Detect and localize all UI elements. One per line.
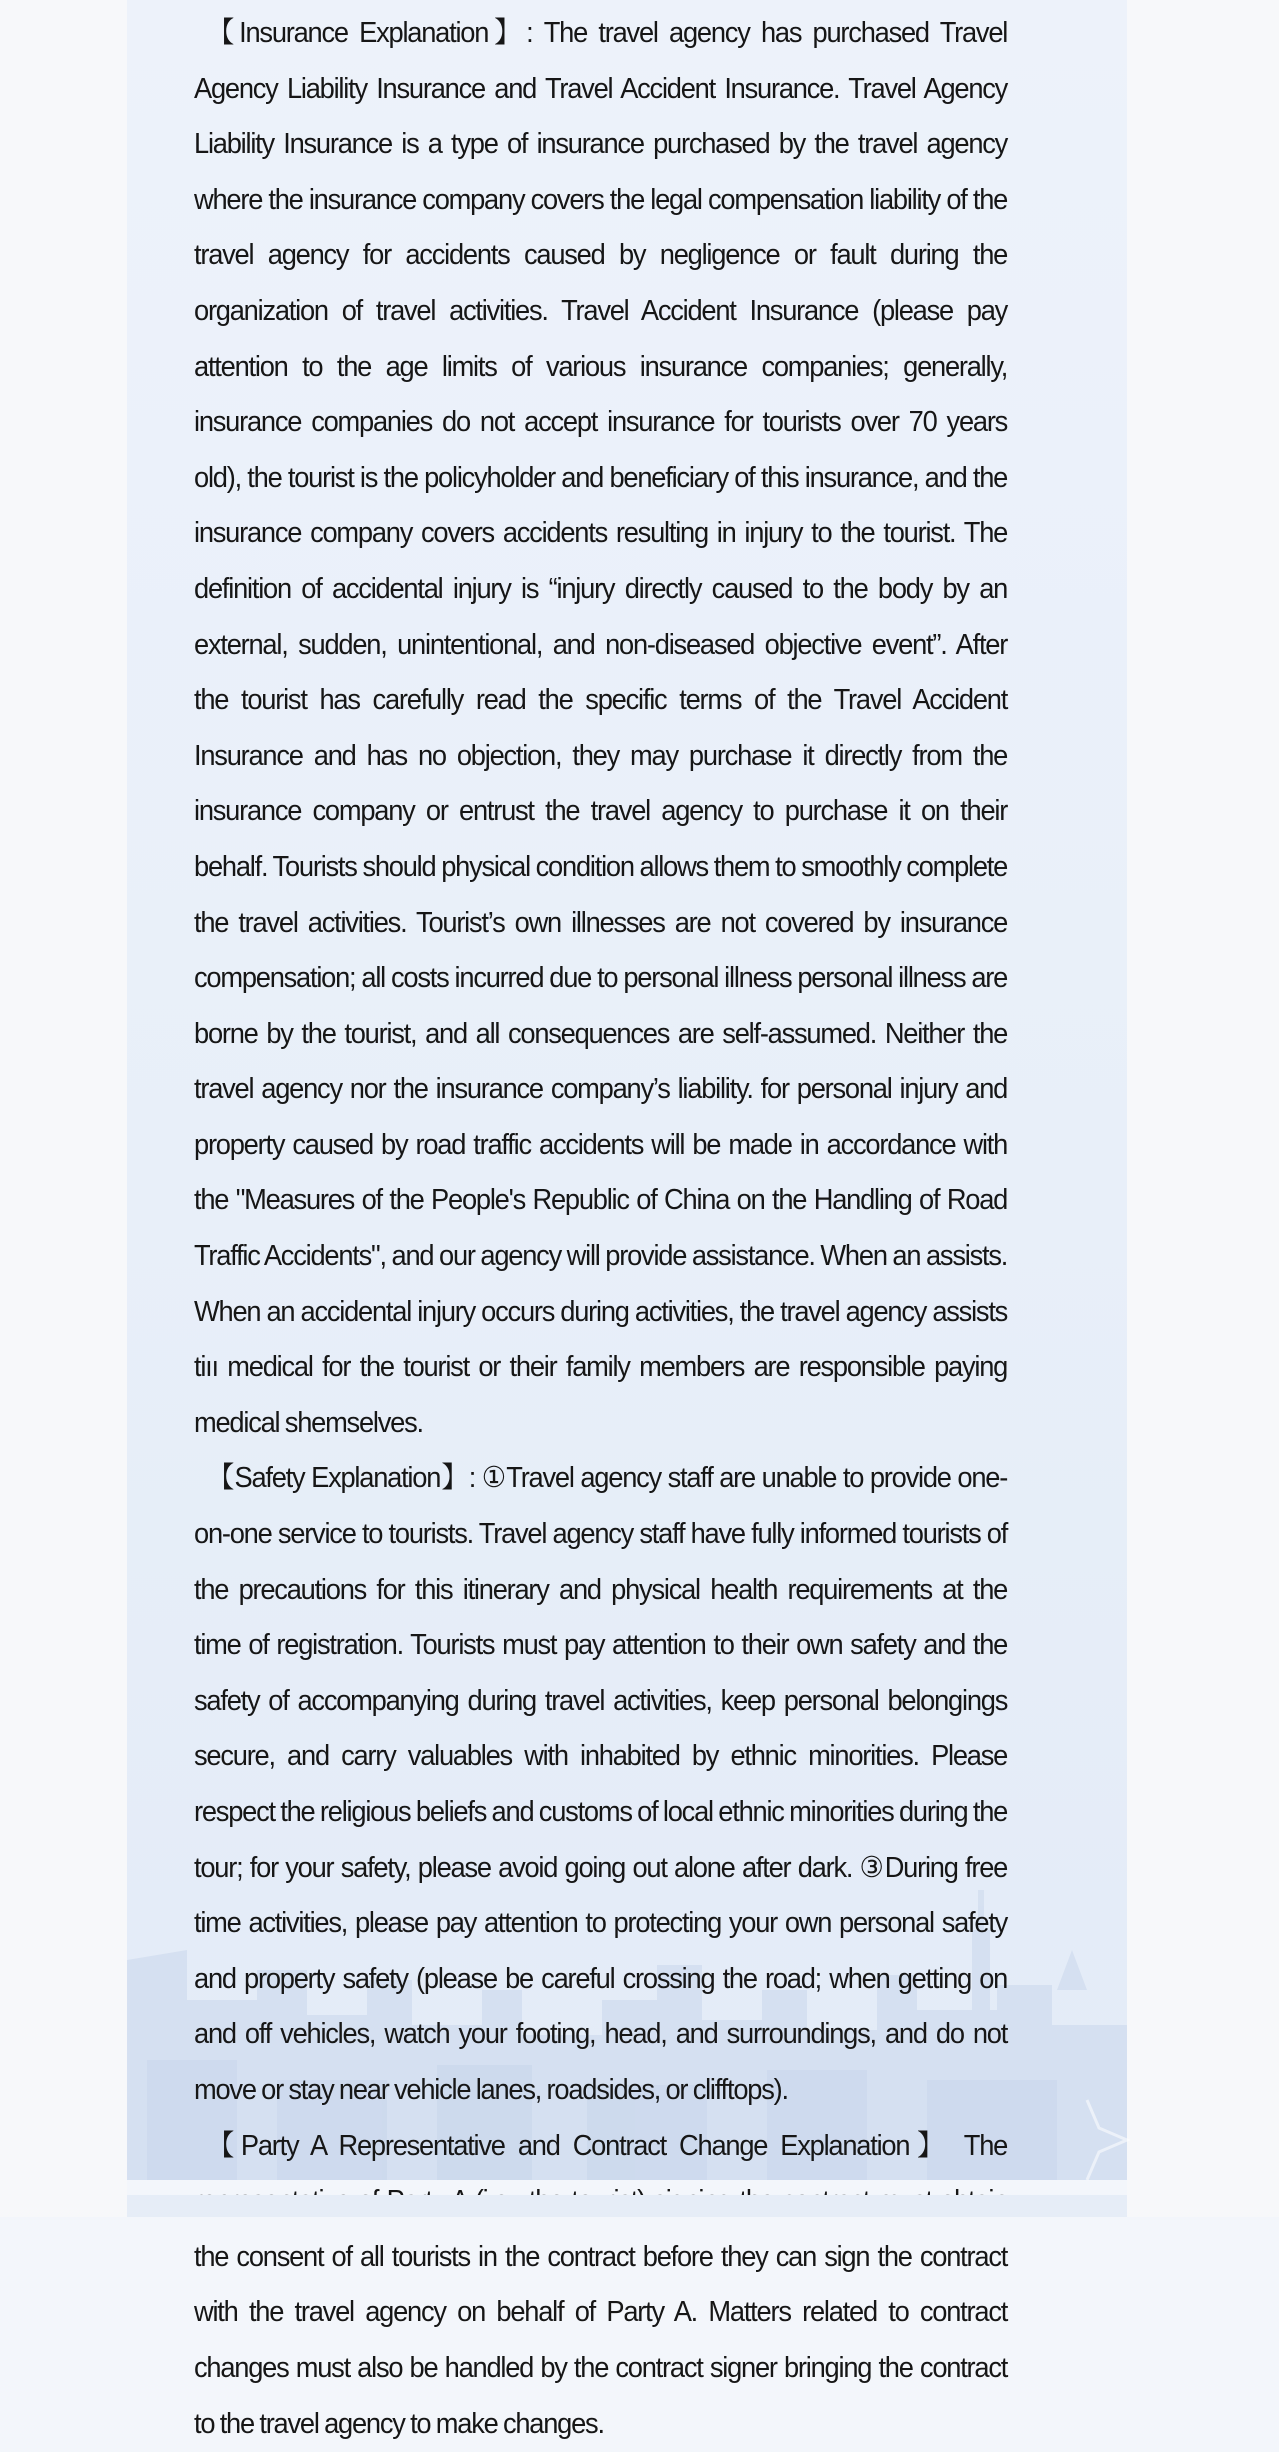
safety-paragraph bbox=[194, 1451, 1007, 2118]
insurance-paragraph bbox=[194, 6, 1007, 1451]
document-page bbox=[127, 0, 1127, 2440]
party-a-body: The the consent of all tourists in the contract before they can sign the contract with the travel agency on behalf of Party A. Matters related to contract changes must also be handled by the contract signer bringing the contract to the travel agency to make changes. bbox=[194, 2129, 1008, 2440]
insurance-heading: 【Insurance Explanation】 bbox=[207, 17, 527, 49]
insurance-body: : The travel agency has purchased Travel Agency Liability Insurance and Travel Accident Insurance. Travel Agency Liability Insurance is a type of insurance purchased by the travel agency where the insurance company covers the legal compensation liability of the travel agency for accidents caused by negligence or fault during the organization of travel activities. Travel Accident Insurance (please pay attention to the age limits of various insurance companies; generally, insurance companies do not accept insurance for tourists over 70 years old), the tourist is the policyholder and beneficiary of this insurance, and the insurance company covers accidents resulting in injury to the tourist. The definition of accidental injury is “injury directly caused to the body by an external, sudden, unintentional, and non-diseased objective event”. After the tourist has carefully read the specific terms of the Travel Accident Insurance and has no objection, they may purchase it directly from the insurance company or entrust the travel agency to purchase it on their behalf. Tourists should physical condition allows them to smoothly complete the travel activities. Tourist’s own illnesses are not covered by insurance compensation; all costs incurred due to personal illness personal illness are borne by the tourist, and all consequences are self-assumed. Neither the travel agency nor the insurance company’s liability. for personal injury and property caused by road traffic accidents will be made in accordance with the "Measures of the People's Republic of China on the Handling of Road Traffic Accidents", and our agency will provide assistance. When an assists. When an accidental injury occurs during activities, the travel agency assists tiıı medical for the tourist or their family members are responsible paying medical shemselves. bbox=[194, 17, 1008, 1439]
left-margin bbox=[0, 0, 127, 2217]
party-a-paragraph bbox=[194, 2119, 1007, 2452]
safety-body: : ①Travel agency staff are unable to provide one-on-one service to tourists. Travel agency staff have fully informed tourists of the precautions for this itinerary and physical health requirements at the time of registration. Tourists must pay attention to their own safety and the safety of accompanying during travel activities, keep personal belongings secure, and carry valuables with inhabited by ethnic minorities. Please respect the religious beliefs and customs of local ethnic minorities during the tour; for your safety, please avoid going out alone after dark. ③During free time activities, please pay attention to protecting your own personal safety and property safety (please be careful crossing the road; when getting on and off vehicles, watch your footing, head, and surroundings, and do not move or stay near vehicle lanes, roadsides, or clifftops). bbox=[194, 1462, 1008, 2106]
safety-heading: 【Safety Explanation】 bbox=[207, 1462, 469, 1495]
party-a-heading: 【Party A Representative and Contract Change Explanation】 bbox=[207, 2129, 951, 2162]
right-margin bbox=[1127, 0, 1279, 2217]
next-page-edge bbox=[127, 2195, 1127, 2217]
document-text bbox=[194, 6, 1007, 2452]
